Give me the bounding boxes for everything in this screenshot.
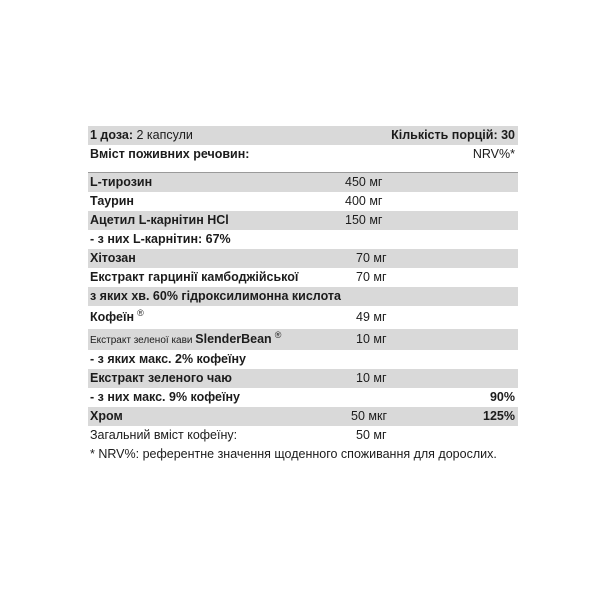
nutrient-name: L-тирозин — [90, 175, 153, 189]
nutrient-name: з яких хв. 60% гідроксилимонна кислота — [90, 289, 341, 303]
nrv-footnote: * NRV%: референтне значення щоденного споживання для дорослих. — [90, 447, 497, 461]
brand-name: SlenderBean — [195, 332, 272, 346]
nutrient-row — [88, 249, 518, 268]
nutrient-subrow — [88, 230, 518, 249]
nutrient-nrv: 125% — [483, 409, 515, 423]
servings-info — [391, 126, 515, 145]
nutrient-row — [88, 369, 518, 388]
nutrient-name: - з яких макс. 2% кофеїну — [90, 352, 247, 366]
total-caffeine-row — [88, 426, 518, 445]
nutrient-name: - з них макс. 9% кофеїну — [90, 390, 241, 404]
nutrient-amount: 450 мг — [345, 175, 383, 189]
nutrient-name: Хром — [90, 409, 123, 423]
nutrient-row — [88, 407, 518, 426]
nutrient-amount: 70 мг — [356, 270, 387, 284]
nutrient-amount: 10 мг — [356, 332, 387, 346]
nutrient-row — [88, 306, 518, 329]
nrv-header: NRV%* — [472, 147, 515, 161]
registered-mark: ® — [137, 308, 144, 318]
servings-value: 30 — [501, 128, 515, 142]
content-label: Вміст поживних речовин: — [90, 147, 250, 161]
nutrient-nrv: 90% — [489, 390, 515, 404]
servings-label: Кількість порцій: — [391, 128, 498, 142]
nutrient-name: Кофеїн — [90, 310, 135, 324]
nutrient-subrow — [88, 287, 518, 306]
nutrient-amount: 49 мг — [356, 310, 387, 324]
spacer — [88, 164, 518, 172]
nutrient-subrow — [88, 350, 518, 369]
nutrient-name-wrap — [90, 329, 281, 351]
dose-label: 1 доза: — [90, 128, 133, 142]
nutrient-row — [88, 211, 518, 230]
nutrient-amount: 50 мкг — [351, 409, 387, 423]
nutrient-name: Ацетил L-карнітин HCl — [90, 213, 229, 227]
nutrient-subrow — [88, 388, 518, 407]
nutrient-name: Хітозан — [90, 251, 136, 265]
nutrient-amount: 150 мг — [345, 213, 383, 227]
nutrient-row — [88, 192, 518, 211]
nutrient-amount: 400 мг — [345, 194, 383, 208]
content-header-row — [88, 145, 518, 164]
nutrient-name: - з них L-карнітин: 67% — [90, 232, 231, 246]
nutrient-name: Екстракт зеленої кави — [90, 335, 193, 346]
nutrient-amount: 70 мг — [356, 251, 387, 265]
nutrition-table — [88, 126, 518, 464]
nutrient-name: Екстракт гарцинії камбоджійської — [90, 270, 299, 284]
nutrient-name-wrap — [90, 306, 144, 329]
nutrient-amount: 10 мг — [356, 371, 387, 385]
nutrient-row — [88, 268, 518, 287]
total-caffeine-label: Загальний вміст кофеїну: — [90, 428, 238, 442]
total-caffeine-amount: 50 мг — [356, 428, 387, 442]
dose-info — [90, 126, 193, 145]
nutrient-row — [88, 329, 518, 350]
nutrient-name: Таурин — [90, 194, 134, 208]
nutrient-name: Екстракт зеленого чаю — [90, 371, 232, 385]
dose-value: 2 капсули — [136, 128, 193, 142]
serving-header-row — [88, 126, 518, 145]
registered-mark: ® — [274, 330, 282, 340]
nutrient-row — [88, 173, 518, 192]
